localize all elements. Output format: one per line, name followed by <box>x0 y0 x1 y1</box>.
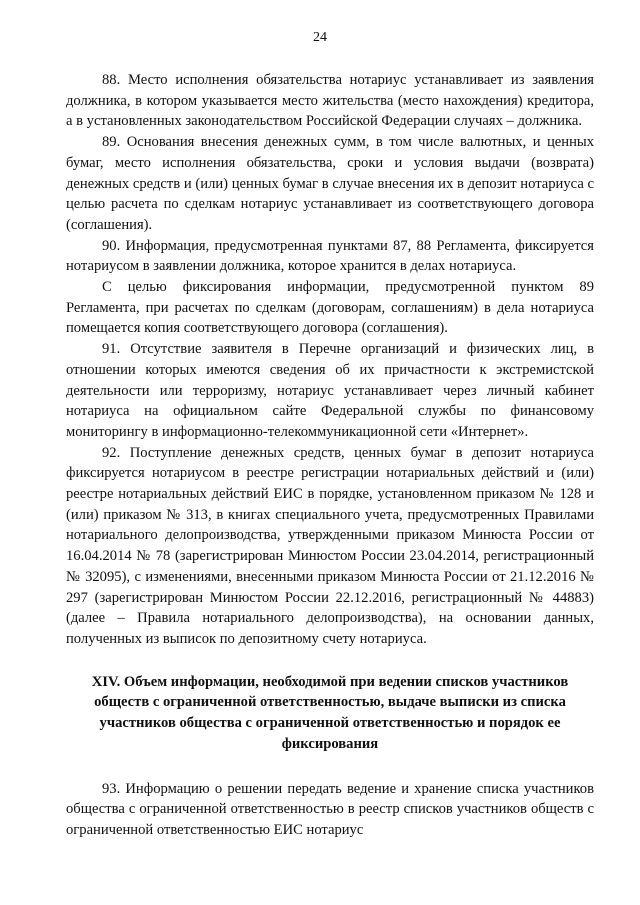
paragraph-92: 92. Поступление денежных средств, ценных бумаг в депозит нотариуса фиксируется нотариусом в реестре регистрации нотариальных действий и (или) реестре нотариальных действий ЕИС в порядке, установленном приказом № 128 и (или) приказом № 313, в книгах специального учета, предусмотренных Правилами нотариального делопроизводства, утвержденными приказом Минюста России от 16.04.2014 № 78 (зарегистрирован Минюстом России 23.04.2014, регистрационный № 32095), с изменениями, внесенными приказом Минюста России от 21.12.2016 № 297 (зарегистрирован Минюстом России 22.12.2016, регистрационный № 44883) (далее – Правила нотариального делопроизводства), на основании данных, полученных из выписок по депозитному счету нотариуса. <box>66 444 594 647</box>
paragraph-89: 89. Основания внесения денежных сумм, в том числе валютных, и ценных бумаг, место исполнения обязательства, сроки и условия выдачи (возврата) денежных средств и (или) ценных бумаг в случае внесения их в депозит нотариуса с целью расчета по сделкам нотариус устанавливает из соответствующего договора (соглашения). <box>66 134 594 233</box>
paragraph-90: 90. Информация, предусмотренная пунктами 87, 88 Регламента, фиксируется нотариусом в заявлении должника, которое хранится в делах нотариуса. <box>66 237 594 275</box>
document-body <box>66 70 594 841</box>
paragraph-93: 93. Информацию о решении передать ведение и хранение списка участников общества с ограниченной ответственностью в реестр списков участников обществ с ограниченной ответственностью ЕИС нотариус <box>66 780 594 838</box>
section-heading-xiv: XIV. Объем информации, необходимой при ведении списков участников обществ с ограниченной ответственностью, выдаче выписки из списка участников общества с ограниченной ответственностью и порядок ее фиксирования <box>91 673 569 752</box>
page-number: 24 <box>313 30 327 45</box>
paragraph-91: 91. Отсутствие заявителя в Перечне организаций и физических лиц, в отношении которых имеются сведения об их причастности к экстремистской деятельности или терроризму, нотариус устанавливает через личный кабинет нотариуса на официальном сайте Федеральной службы по финансовому мониторингу в информационно-телекоммуникационной сети «Интернет». <box>66 341 594 440</box>
paragraph-90-continuation: С целью фиксирования информации, предусмотренной пунктом 89 Регламента, при расчетах по сделкам (договорам, соглашениям) в дела нотариуса помещается копия соответствующего договора (соглашения). <box>66 279 594 337</box>
paragraph-88: 88. Место исполнения обязательства нотариус устанавливает из заявления должника, в котором указывается место жительства (место нахождения) кредитора, а в установленных законодательством Российской Федерации случаях – должника. <box>66 72 594 130</box>
